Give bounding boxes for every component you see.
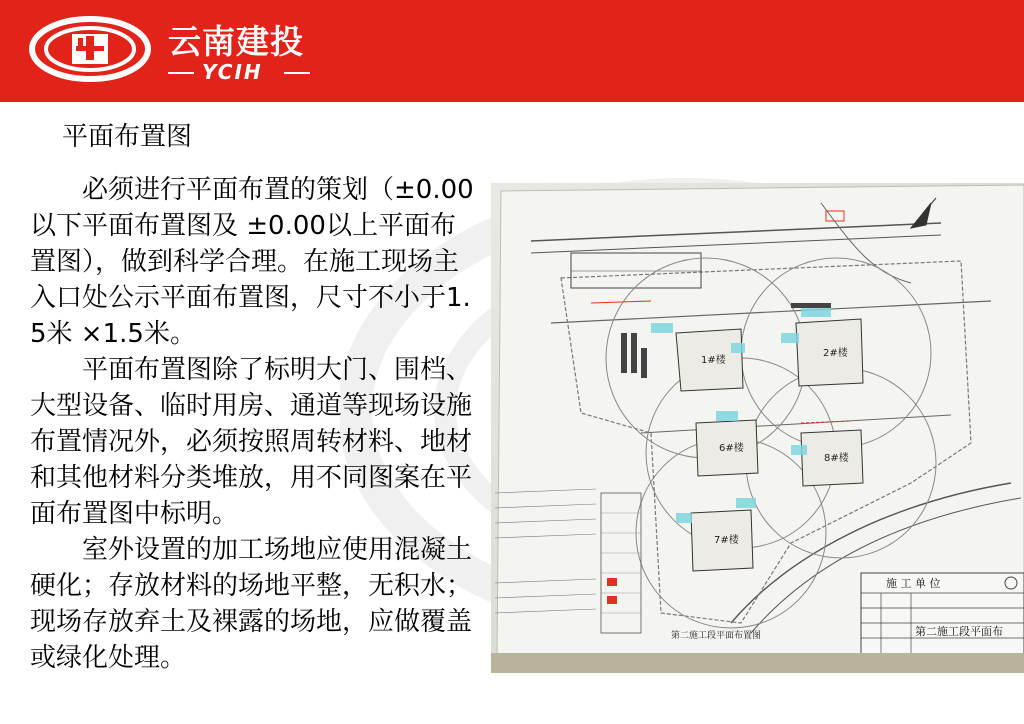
body-text: [30, 172, 475, 676]
paragraph-2: 平面布置图除了标明大门、围档、大型设备、临时用房、通道等现场设施布置情况外，必须按照周转材料、地材和其他材料分类堆放，用不同图案在平面布置图中标明。: [30, 355, 473, 529]
label-building-2: 2#楼: [823, 348, 848, 359]
label-building-6: 6#楼: [719, 443, 744, 454]
plan-title: 第二施工段平面布置图: [671, 631, 762, 641]
header-bar: [0, 0, 1024, 102]
label-building-7: 7#楼: [714, 535, 739, 546]
paragraph-1: 必须进行平面布置的策划（±0.00以下平面布置图及 ±0.00以上平面布置图），做到科学合理。在施工现场主入口处公示平面布置图，尺寸不小于1.5米 ×1.5米。: [30, 175, 474, 349]
ycih-logo-icon: [28, 16, 152, 82]
label-building-1: 1#楼: [701, 355, 726, 366]
site-plan-photo: [491, 183, 1024, 673]
brand-name-chinese: 云南建投: [168, 22, 304, 61]
slide-title: 平面布置图: [62, 122, 193, 152]
brand-en-text: YCIH: [202, 60, 263, 84]
paragraph-3: 室外设置的加工场地应使用混凝土硬化；存放材料的场地平整，无积水；现场存放弃土及裸露的场地，应做覆盖或绿化处理。: [30, 535, 473, 673]
title-block-unit: 施 工 单 位: [886, 577, 941, 590]
label-building-8: 8#楼: [824, 453, 849, 464]
brand-name-english: [168, 60, 313, 84]
title-block-drawing-name: 第二施工段平面布: [915, 625, 1003, 638]
